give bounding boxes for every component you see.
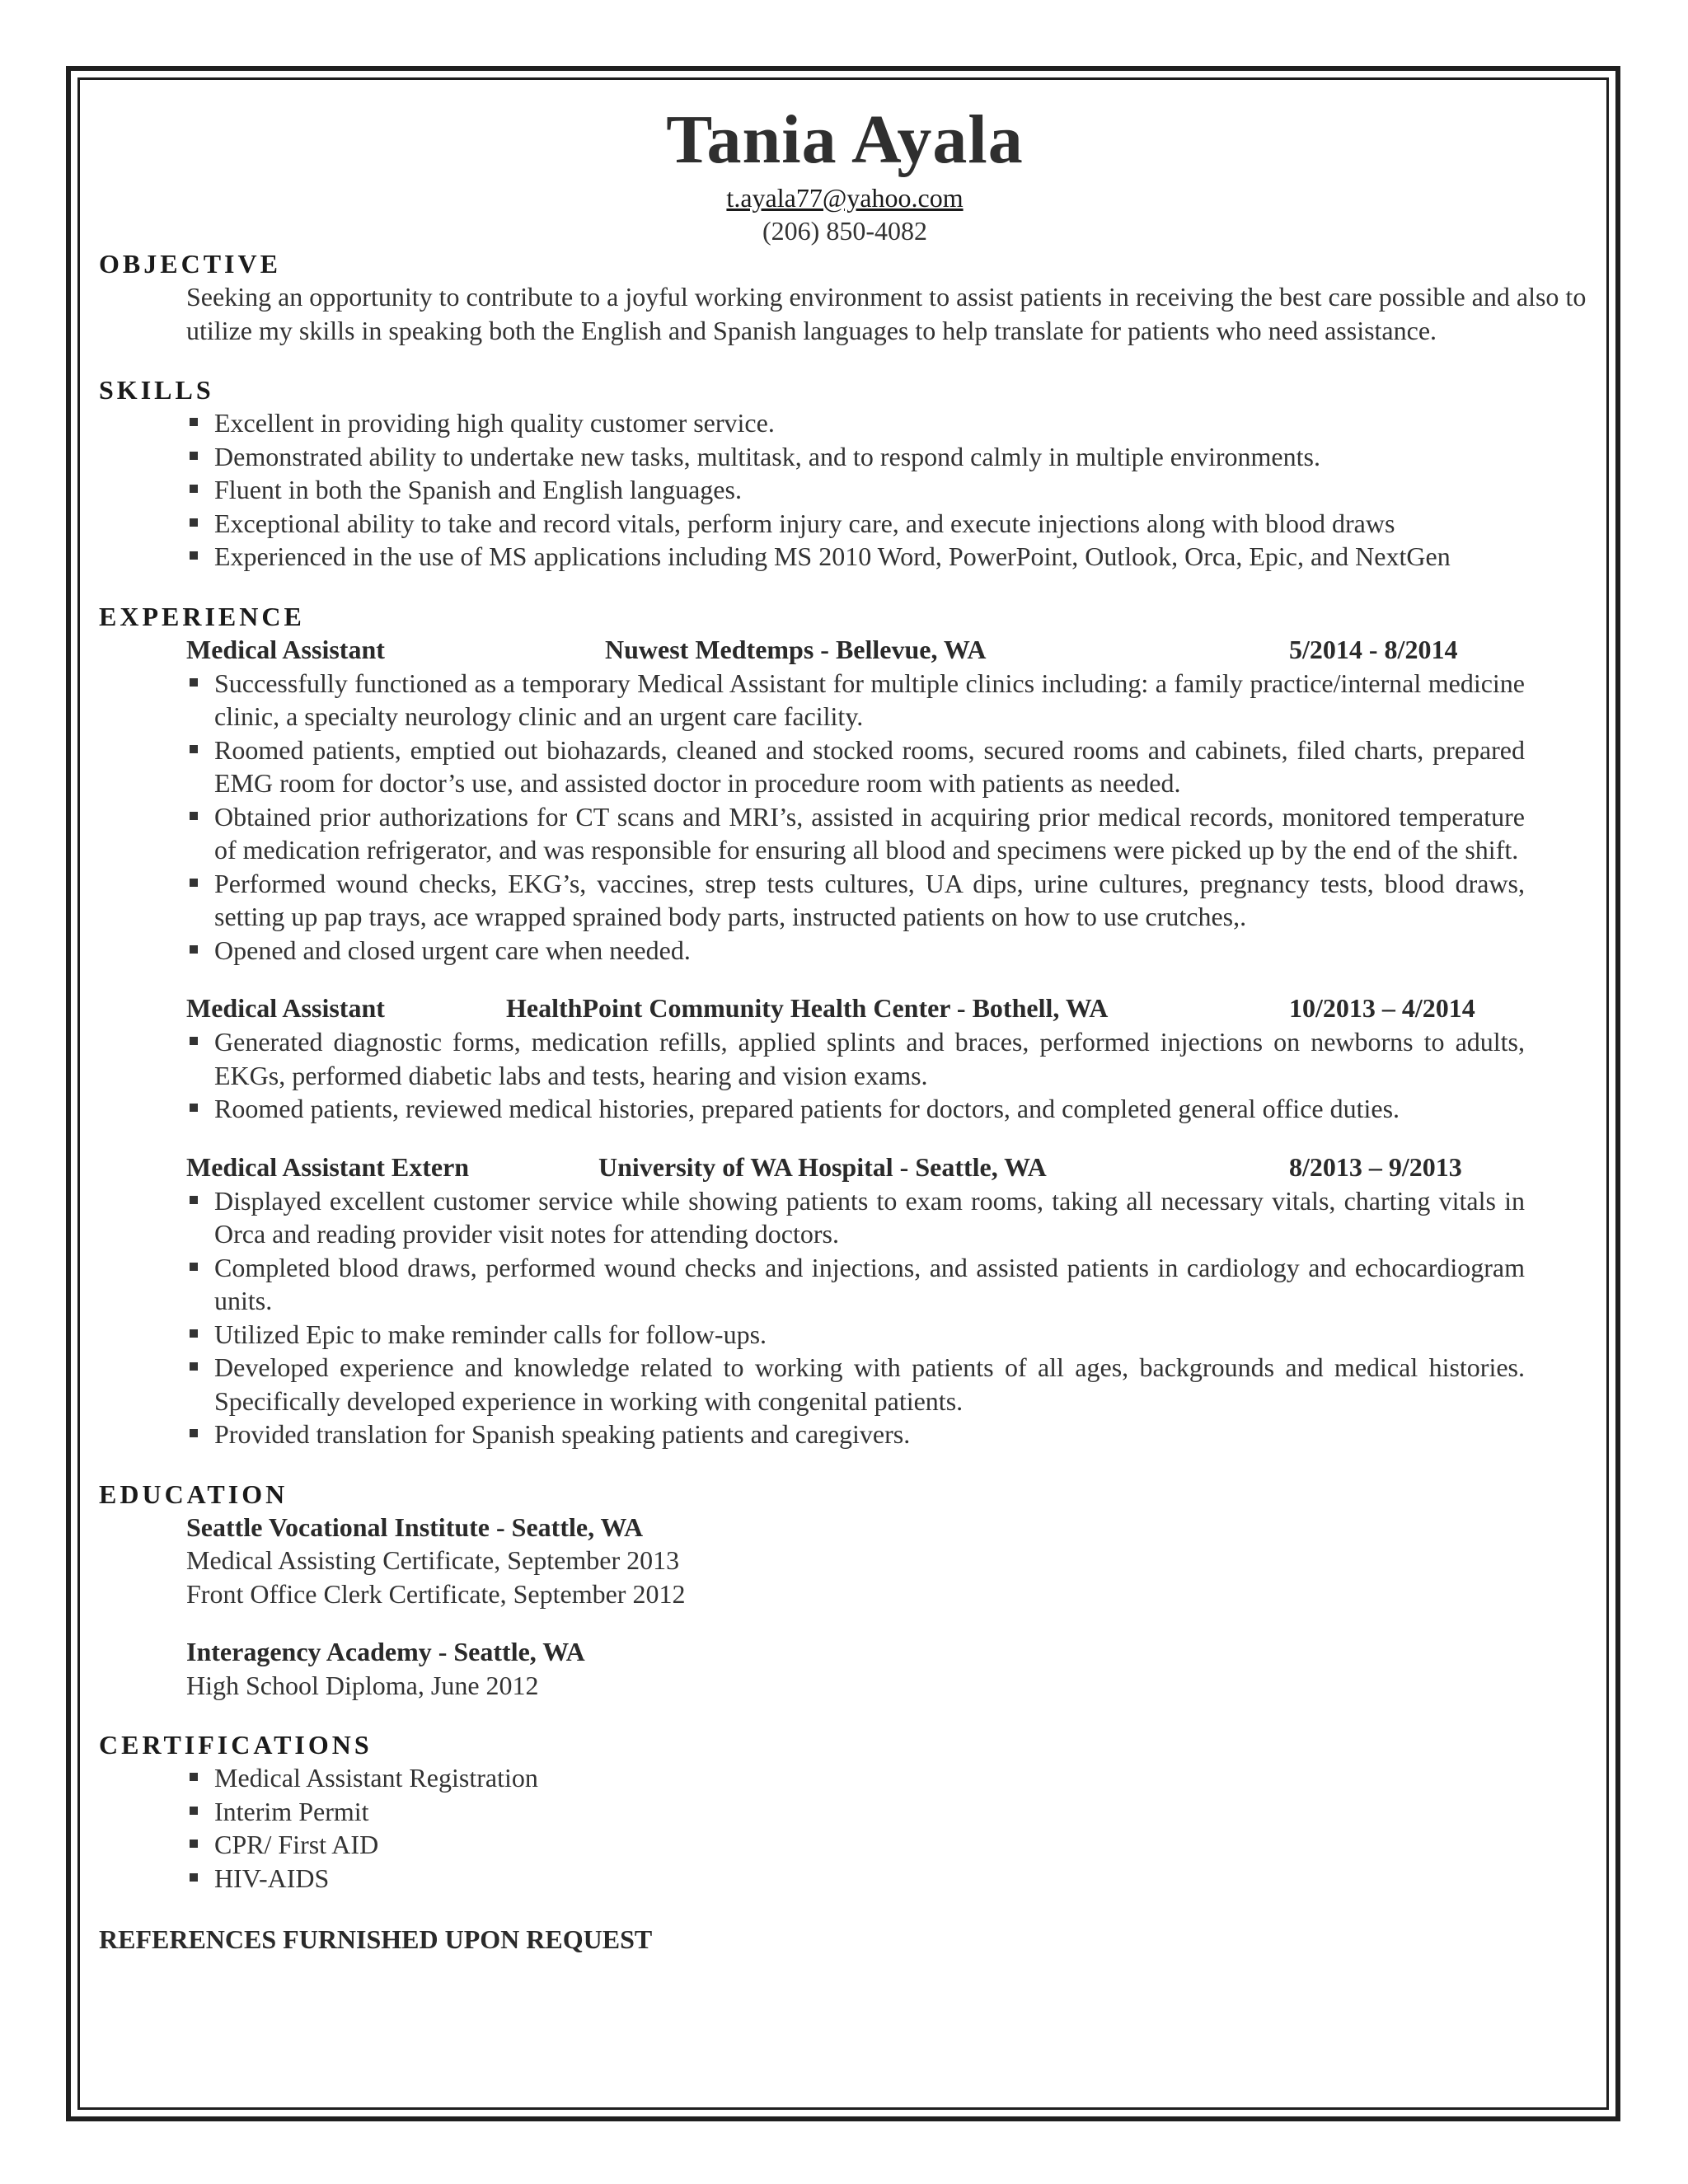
square-bullet-icon: [190, 678, 198, 687]
credential-line: High School Diploma, June 2012: [186, 1670, 539, 1700]
objective-heading: OBJECTIVE: [99, 249, 281, 279]
education-heading: EDUCATION: [99, 1479, 288, 1509]
credential-line: Front Office Clerk Certificate, September 2012: [186, 1578, 686, 1609]
list-item: CPR/ First AID: [190, 1828, 1525, 1862]
square-bullet-icon: [190, 812, 198, 820]
job-employer: University of WA Hospital - Seattle, WA: [598, 1151, 1047, 1182]
job-dates: 8/2013 – 9/2013: [1289, 1151, 1462, 1182]
square-bullet-icon: [190, 1807, 198, 1815]
job-role: Medical Assistant Extern: [186, 1151, 470, 1182]
square-bullet-icon: [190, 1362, 198, 1371]
square-bullet-icon: [190, 551, 198, 560]
list-item: Successfully functioned as a temporary Medical Assistant for multiple clinics including: a family practice/internal medicine clinic, a specialty neurology clinic and an urgent care facility.: [190, 667, 1525, 733]
skills-list: [99, 406, 1525, 574]
school-name: Seattle Vocational Institute - Seattle, WA: [186, 1511, 644, 1542]
list-item: Medical Assistant Registration: [190, 1761, 1525, 1795]
list-item: Interim Permit: [190, 1795, 1525, 1829]
list-item: Exceptional ability to take and record vitals, perform injury care, and execute injections along with blood draws: [190, 507, 1525, 541]
job-bullets: [99, 1184, 1525, 1451]
job-header: [99, 1151, 1591, 1184]
square-bullet-icon: [190, 1840, 198, 1848]
credential-line: Medical Assisting Certificate, September 2013: [186, 1545, 680, 1575]
email-link[interactable]: t.ayala77@yahoo.com: [726, 183, 964, 213]
square-bullet-icon: [190, 418, 198, 426]
job-dates: 5/2014 - 8/2014: [1289, 634, 1458, 664]
list-item: Generated diagnostic forms, medication refills, applied splints and braces, performed injections on newborns to adults, EKGs, performed diabetic labs and tests, hearing and vision exams.: [190, 1025, 1525, 1092]
square-bullet-icon: [190, 1773, 198, 1781]
list-item: Roomed patients, reviewed medical histories, prepared patients for doctors, and completed general office duties.: [190, 1092, 1525, 1126]
square-bullet-icon: [190, 1104, 198, 1112]
skills-heading: SKILLS: [99, 375, 214, 405]
list-item: Provided translation for Spanish speaking patients and caregivers.: [190, 1418, 1525, 1451]
list-item: Fluent in both the Spanish and English languages.: [190, 473, 1525, 507]
list-item: Experienced in the use of MS applications including MS 2010 Word, PowerPoint, Outlook, Orca, Epic, and NextGen: [190, 540, 1525, 574]
job-dates: 10/2013 – 4/2014: [1289, 993, 1475, 1023]
education-entry: [186, 1635, 1591, 1702]
square-bullet-icon: [190, 1263, 198, 1271]
square-bullet-icon: [190, 1037, 198, 1045]
square-bullet-icon: [190, 1329, 198, 1338]
square-bullet-icon: [190, 945, 198, 954]
square-bullet-icon: [190, 1429, 198, 1437]
job-employer: HealthPoint Community Health Center - Bothell, WA: [506, 993, 1109, 1023]
list-item: Utilized Epic to make reminder calls for follow-ups.: [190, 1318, 1525, 1352]
job-employer: Nuwest Medtemps - Bellevue, WA: [605, 634, 987, 664]
list-item: Displayed excellent customer service while showing patients to exam rooms, taking all necessary vitals, charting vitals in Orca and reading provider visit notes for attending doctors.: [190, 1184, 1525, 1251]
square-bullet-icon: [190, 518, 198, 527]
square-bullet-icon: [190, 1196, 198, 1204]
list-item: HIV-AIDS: [190, 1862, 1525, 1896]
list-item: Excellent in providing high quality customer service.: [190, 406, 1525, 440]
square-bullet-icon: [190, 485, 198, 493]
list-item: Roomed patients, emptied out biohazards, cleaned and stocked rooms, secured rooms and cabinets, filed charts, prepared EMG room for doctor’s use, and assisted doctor in procedure room with patients as needed.: [190, 733, 1525, 800]
school-name: Interagency Academy - Seattle, WA: [186, 1637, 585, 1666]
square-bullet-icon: [190, 1873, 198, 1882]
certifications-heading: CERTIFICATIONS: [99, 1730, 373, 1760]
list-item: Performed wound checks, EKG’s, vaccines, strep tests cultures, UA dips, urine cultures, pregnancy tests, blood draws, setting up pap trays, ace wrapped sprained body parts, instructed patients on how to use crutches,.: [190, 867, 1525, 934]
certifications-list: [99, 1761, 1525, 1895]
job-role: Medical Assistant: [186, 993, 385, 1023]
phone-number: (206) 850-4082: [762, 216, 927, 246]
references-note: REFERENCES FURNISHED UPON REQUEST: [99, 1924, 653, 1954]
list-item: Demonstrated ability to undertake new tasks, multitask, and to respond calmly in multiple environments.: [190, 440, 1525, 474]
square-bullet-icon: [190, 452, 198, 460]
job-header: [99, 633, 1591, 667]
square-bullet-icon: [190, 879, 198, 887]
job-header: [99, 991, 1591, 1025]
list-item: Completed blood draws, performed wound checks and injections, and assisted patients in cardiology and echocardiogram units.: [190, 1251, 1525, 1318]
experience-heading: EXPERIENCE: [99, 601, 305, 631]
job-role: Medical Assistant: [186, 634, 385, 664]
list-item: Obtained prior authorizations for CT scans and MRI’s, assisted in acquiring prior medical records, monitored temperature of medication refrigerator, and was responsible for ensuring all blood and specimens were picked up by the end of the shift.: [190, 800, 1525, 867]
education-entry: [186, 1511, 1591, 1611]
job-bullets: [99, 1025, 1525, 1126]
list-item: Opened and closed urgent care when needed.: [190, 934, 1525, 968]
square-bullet-icon: [190, 745, 198, 753]
job-bullets: [99, 667, 1525, 968]
objective-text: Seeking an opportunity to contribute to a joyful working environment to assist patients in receiving the best care possible and also to utilize my skills in speaking both the English and Spanish languages to help translate for patients who need assistance.: [186, 282, 1587, 345]
list-item: Developed experience and knowledge related to working with patients of all ages, backgrounds and medical histories. Specifically developed experience in working with congenital patients.: [190, 1351, 1525, 1418]
resume-content: [99, 99, 1591, 2093]
contact-block: [99, 181, 1591, 247]
candidate-name: Tania Ayala: [666, 101, 1024, 178]
